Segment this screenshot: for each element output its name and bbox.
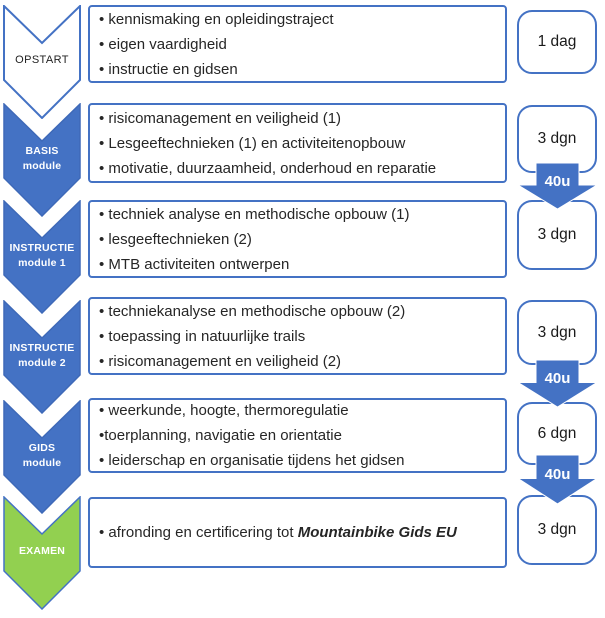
duration-label: 1 dag [537,33,577,50]
topic-bullet-text: • leiderschap en organisatie tijdens het gidsen [99,452,405,469]
topic-bullet [99,7,499,32]
topic-bullet-text: • lesgeeftechnieken (2) [99,230,252,248]
topic-bullet-text: • weerkunde, hoogte, thermoregulatie [99,402,349,419]
chevron-label-line: BASIS [25,144,59,157]
topic-bullet [99,349,499,374]
topic-bullet [99,131,499,156]
topic-bullet [99,423,499,448]
topics-box-basis-module [88,103,507,183]
duration-label: 3 dgn [537,130,577,147]
topic-bullet-text: Mountainbike Gids EU [297,524,457,541]
chevron-label-line: INSTRUCTIE [9,241,75,254]
topic-bullet [99,252,499,277]
topic-bullet-text: • eigen vaardigheid [99,35,227,53]
duration-label: 3 dgn [537,323,577,341]
hours-arrow-label: 40u [544,465,571,483]
topic-bullet-text: • techniek analyse en methodische opbouw (1) [99,205,410,223]
topic-bullet [99,32,499,57]
topic-bullet-text: • techniekanalyse en methodische opbouw (2) [99,302,406,320]
topic-bullet [99,202,499,227]
duration-label: 3 dgn [537,226,577,243]
hours-arrow [518,163,597,209]
chevron-label-line: module [22,457,62,469]
topics-box-gids-module [88,398,507,473]
chevron-label-line: GIDS [28,441,56,454]
topics-box-examen [88,497,507,568]
topic-bullet [99,520,499,545]
chevron-shape [3,496,81,610]
chevron-shape [3,200,81,314]
topic-bullet [99,57,499,82]
topic-bullet [99,448,499,473]
topic-bullet [99,324,499,349]
chevron-label-line: EXAMEN [18,545,66,558]
duration-badge-instructie-module-1 [517,200,597,270]
topics-box-instructie-module-1 [88,200,507,278]
stage-chevron-opstart [3,5,81,119]
topic-bullet-text: • motivatie, duurzaamheid, onderhoud en reparatie [99,159,437,177]
chevron-label-line: module [22,160,62,172]
hours-arrow-label: 40u [544,173,571,191]
chevron-label-line: module 2 [18,357,66,369]
topic-bullet-text: • risicomanagement en veiligheid (1) [99,109,342,127]
hours-arrow [518,360,597,407]
hours-arrow [518,455,597,504]
topic-bullet [99,106,499,131]
duration-badge-instructie-module-2 [517,300,597,365]
topic-bullet [99,299,499,324]
duration-badge-opstart [517,10,597,74]
topic-bullet-text: •toerplanning, navigatie en orientatie [99,427,342,444]
chevron-label-line: INSTRUCTIE [9,341,75,354]
stage-chevron-instructie-module-2 [3,300,81,414]
topic-bullet-text: • MTB activiteiten ontwerpen [99,255,290,273]
chevron-label-line: OPSTART [15,54,69,66]
chevron-label-line: module 1 [18,257,66,269]
duration-label: 3 dgn [537,521,577,538]
chevron-shape [3,5,81,119]
topic-bullet-text: • kennismaking en opleidingstraject [99,10,334,28]
stage-chevron-examen [3,496,81,610]
topic-bullet [99,156,499,181]
topic-bullet [99,398,499,423]
topics-box-instructie-module-2 [88,297,507,375]
topic-bullet-text: • afronding en certificering tot [99,524,298,541]
topic-bullet [99,227,499,252]
stage-chevron-instructie-module-1 [3,200,81,314]
hours-arrow-label: 40u [544,370,571,388]
topic-bullet-text: • instructie en gidsen [99,60,238,78]
duration-label: 6 dgn [537,424,577,442]
topic-bullet-text: • risicomanagement en veiligheid (2) [99,352,342,370]
chevron-shape [3,300,81,414]
topics-box-opstart [88,5,507,83]
topic-bullet-text: • Lesgeeftechnieken (1) en activiteitenopbouw [99,134,406,152]
duration-badge-examen [517,495,597,565]
topic-bullet-text: • toepassing in natuurlijke trails [99,327,306,345]
